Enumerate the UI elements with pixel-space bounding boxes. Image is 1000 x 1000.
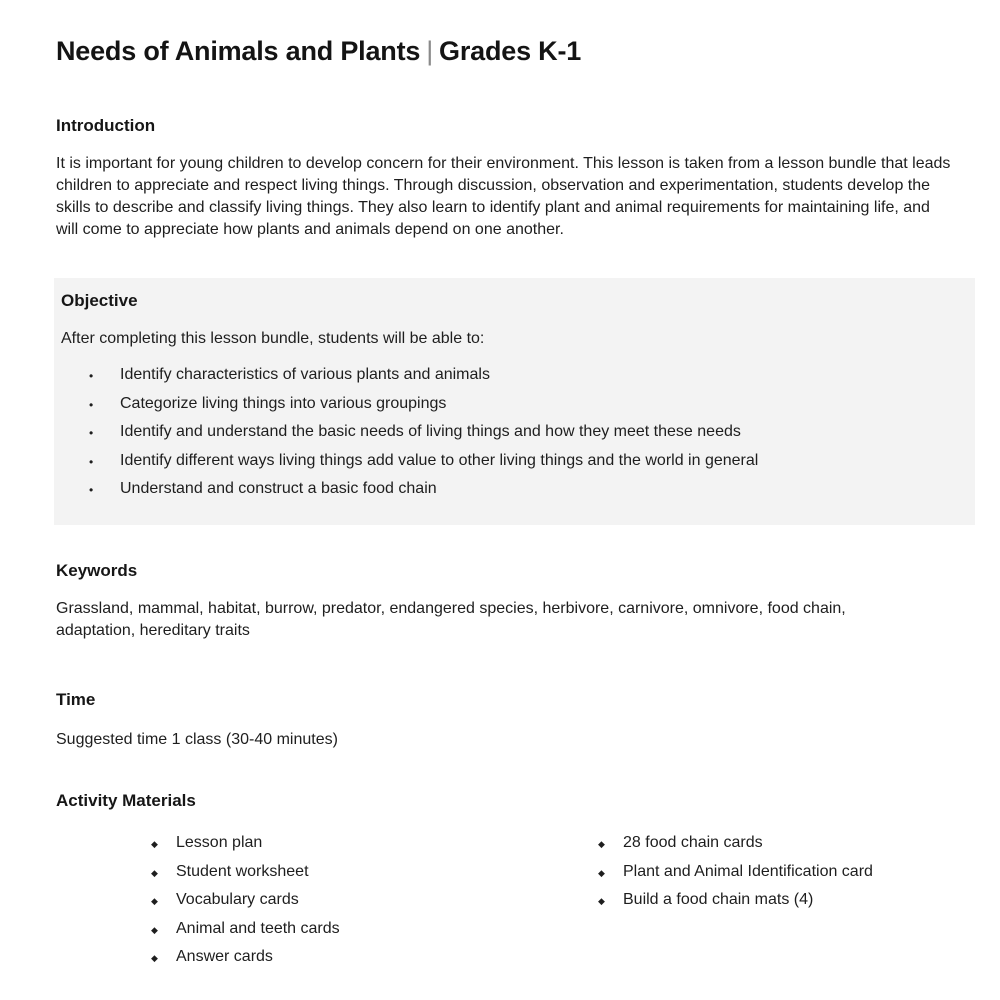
diamond-bullet-icon: ◆ — [151, 839, 158, 849]
diamond-bullet-icon: ◆ — [151, 896, 158, 906]
introduction-body: It is important for young children to develop concern for their environment. This lesson is taken from a lesson bundle that leads children to appreciate and respect living things. Through discussion, observation and experimentation, students develop the skills to describe and classify living things. They also learn to identify plant and animal requirements for maintaining life, and will come to appreciate how plants and animals depend on one another. — [56, 155, 951, 238]
material-item: ◆ Lesson plan — [151, 834, 263, 851]
objective-section — [54, 278, 975, 525]
material-item: ◆ Vocabulary cards — [151, 891, 299, 908]
bullet-icon: • — [89, 454, 94, 469]
objective-item: • Identify and understand the basic needs of living things and how they meet these needs — [84, 423, 758, 452]
objective-item: • Identify different ways living things add value to other living things and the world in general — [84, 452, 758, 481]
bullet-icon: • — [89, 426, 94, 440]
introduction-heading: Introduction — [56, 116, 156, 135]
materials-list-right — [593, 834, 873, 920]
diamond-bullet-icon: ◆ — [598, 867, 605, 878]
diamond-bullet-icon: ◆ — [151, 953, 158, 963]
objective-heading: Objective — [61, 291, 138, 310]
materials-list-left — [146, 834, 340, 977]
diamond-bullet-icon: ◆ — [151, 924, 158, 935]
keywords-heading: Keywords — [56, 561, 138, 580]
material-item: ◆ Plant and Animal Identification card — [598, 862, 873, 880]
diamond-bullet-icon: ◆ — [598, 839, 605, 849]
activity-materials-heading: Activity Materials — [56, 791, 196, 810]
objective-lead: After completing this lesson bundle, students will be able to: — [61, 330, 485, 347]
diamond-bullet-icon: ◆ — [598, 896, 605, 906]
material-item: ◆ Student worksheet — [151, 862, 309, 880]
title-separator: | — [426, 36, 434, 66]
page-title — [56, 36, 581, 67]
title-main: Needs of Animals and Plants — [56, 36, 421, 66]
time-body: Suggested time 1 class (30-40 minutes) — [56, 731, 338, 748]
material-item: ◆ Build a food chain mats (4) — [598, 891, 814, 908]
diamond-bullet-icon: ◆ — [151, 867, 158, 878]
material-item: ◆ Animal and teeth cards — [151, 919, 340, 937]
objective-list — [84, 366, 758, 509]
material-item: ◆ 28 food chain cards — [598, 834, 763, 851]
title-grades: Grades K-1 — [439, 36, 582, 66]
time-heading: Time — [56, 690, 96, 709]
bullet-icon: • — [89, 483, 94, 497]
bullet-icon: • — [89, 397, 94, 412]
material-item: ◆ Answer cards — [151, 948, 273, 965]
keywords-body: Grassland, mammal, habitat, burrow, predator, endangered species, herbivore, carnivore, omnivore, food chain, adaptation, hereditary traits — [56, 600, 846, 639]
objective-item: • Identify characteristics of various plants and animals — [84, 366, 758, 395]
objective-item: • Understand and construct a basic food chain — [84, 480, 758, 509]
objective-item: • Categorize living things into various groupings — [84, 395, 758, 424]
bullet-icon: • — [89, 369, 94, 383]
